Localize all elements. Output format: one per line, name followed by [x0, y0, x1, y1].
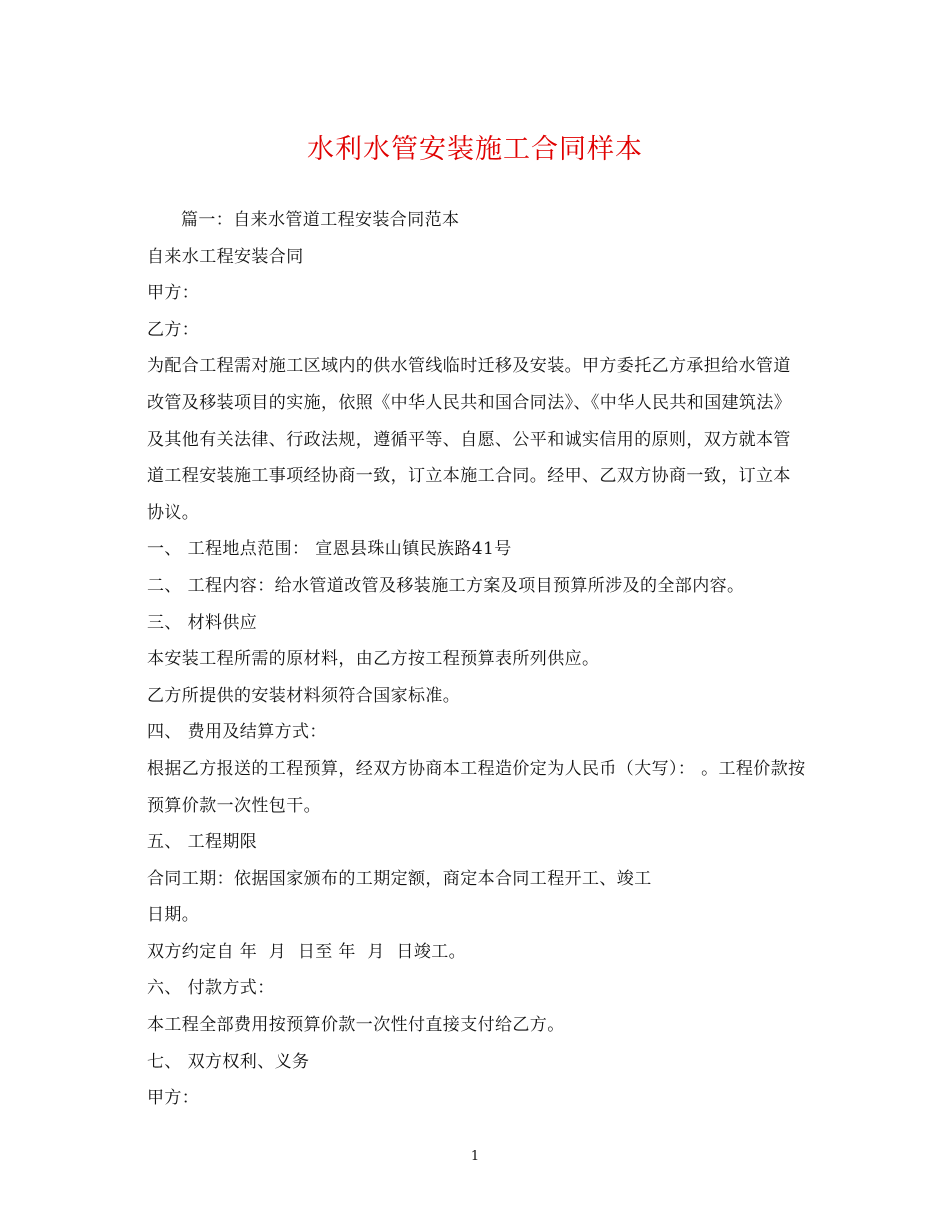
- clause-2: 二、 工程内容：给水管道改管及移装施工方案及项目预算所涉及的全部内容。: [147, 575, 745, 596]
- clause-5-text-1: 合同工期：依据国家颁布的工期定额，商定本合同工程开工、竣工: [147, 868, 652, 889]
- clause-6: 六、 付款方式：: [147, 978, 275, 999]
- clause-5-text-3: 双方约定自 年 月 日至 年 月 日竣工。: [147, 941, 467, 962]
- clause-7-party-a: 甲方：: [147, 1088, 200, 1109]
- clause-3-text-2: 乙方所提供的安装材料须符合国家标准。: [147, 685, 461, 706]
- page-number: 1: [470, 1149, 480, 1164]
- clause-4-text: 根据乙方报送的工程预算，经双方协商本工程造价定为人民币（大写）： 。工程价款按预算价款一次性包干。: [147, 758, 806, 816]
- intro-paragraph: 为配合工程需对施工区域内的供水管线临时迁移及安装。甲方委托乙方承担给水管道改管及移装项目的实施，依照《中华人民共和国合同法》、《中华人民共和国建筑法》及其他有关法律、行政法规，遵循平等、自愿、公平和诚实信用的原则，双方就本管道工程安装施工事项经协商一致，订立本施工合同。经甲、乙双方协商一致，订立本协议。: [147, 356, 792, 523]
- party-b-label: 乙方：: [147, 319, 200, 340]
- clause-5: 五、 工程期限: [147, 832, 258, 853]
- clause-3: 三、 材料供应: [147, 612, 258, 633]
- clause-7: 七、 双方权利、义务: [147, 1051, 310, 1072]
- party-a-label: 甲方：: [147, 283, 200, 304]
- contract-name: 自来水工程安装合同: [147, 246, 304, 267]
- document-body: [147, 202, 807, 1117]
- document-title: 水利水管安装施工合同样本: [307, 134, 643, 165]
- clause-4: 四、 费用及结算方式：: [147, 722, 327, 743]
- clause-1: 一、 工程地点范围： 宣恩县珠山镇民族路41号: [147, 539, 512, 560]
- clause-6-text: 本工程全部费用按预算价款一次性付直接支付给乙方。: [147, 1015, 565, 1036]
- section-heading: 篇一：自来水管道工程安装合同范本: [181, 210, 460, 230]
- clause-5-text-2: 日期。: [147, 905, 200, 926]
- clause-3-text-1: 本安装工程所需的原材料，由乙方按工程预算表所列供应。: [147, 649, 600, 670]
